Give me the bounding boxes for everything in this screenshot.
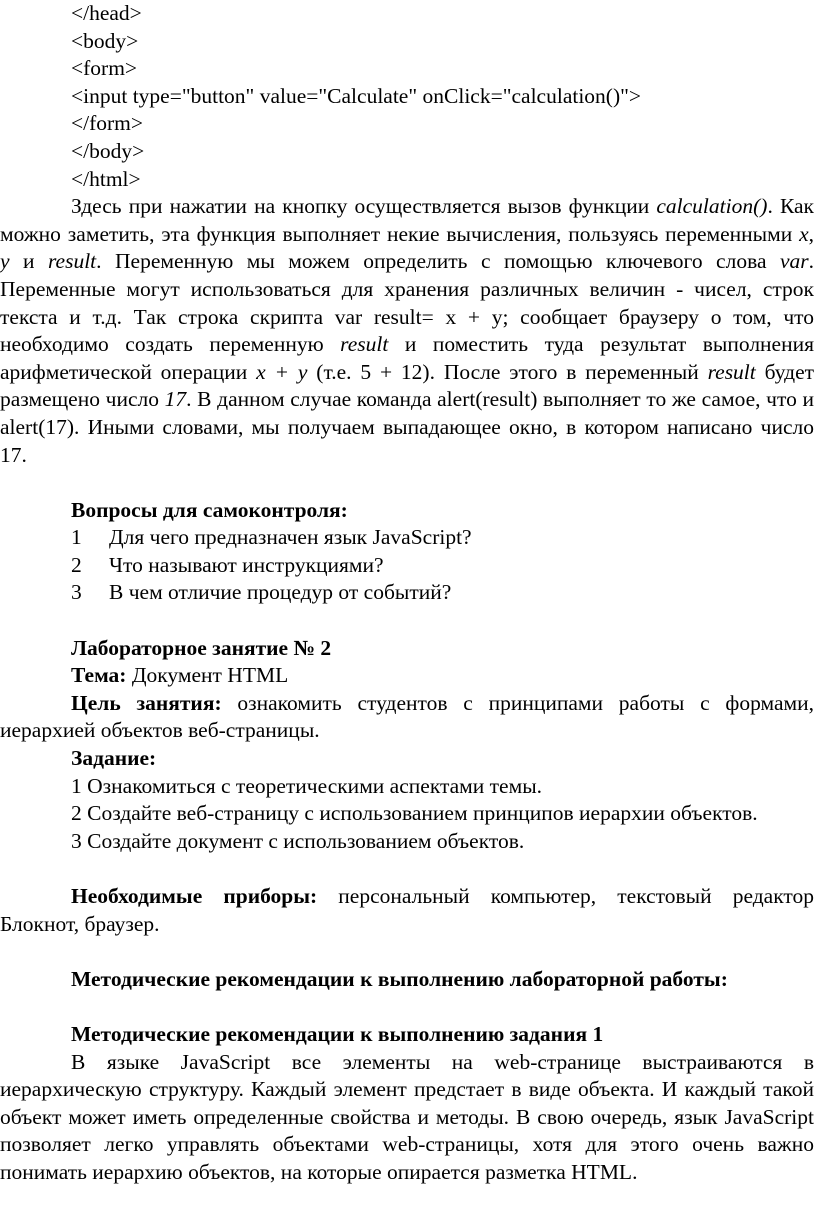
code-line: </html> [71, 166, 141, 191]
task-item: 1 Ознакомиться с теоретическими аспектами темы. [71, 773, 543, 798]
task-heading: Задание: [71, 746, 157, 771]
task1-heading: Методические рекомендации к выполнению задания 1 [71, 1021, 604, 1046]
questions-heading: Вопросы для самоконтроля: [71, 497, 348, 522]
lab-topic: Тема: Документ HTML [71, 663, 289, 688]
lab-goal: Цель занятия: ознакомить студентов с принципами работы с формами, иерархией объектов веб-страницы. [0, 690, 814, 743]
question-item: 1 Для чего предназначен язык JavaScript? [71, 525, 472, 550]
code-line: <input type="button" value="Calculate" onClick="calculation()"> [71, 83, 642, 108]
equipment-paragraph: Необходимые приборы: персональный компьютер, текстовый редактор Блокнот, браузер. [0, 884, 814, 936]
explanation-paragraph: Здесь при нажатии на кнопку осуществляется вызов функции calculation(). Как можно заметить, эта функция выполняет некие вычисления, пользуясь переменными x, y и result. Переменную мы можем определить с помощью ключевого слова var. Переменные могут использоваться для хранения различных величин - чисел, строк текста и т.д. Так строка скрипта var result= x + y; сообщает браузеру о том, что необходимо создать переменную result и поместить туда результат выполнения арифметической операции x + y (т.е. 5 + 12). После этого в переменный result будет размещено число 17. В данном случае команда alert(result) выполняет то же самое, что и alert(17). Иными словами, мы получаем выпадающее окно, в котором написано число 17. [0, 194, 815, 467]
code-line: </form> [71, 111, 144, 136]
methods-heading: Методические рекомендации к выполнению лабораторной работы: [71, 966, 728, 991]
code-line: <form> [71, 56, 138, 81]
code-line: <body> [71, 28, 139, 53]
code-line: </body> [71, 138, 145, 163]
code-block [0, 0, 816, 193]
task-item: 3 Создайте документ с использованием объектов. [71, 828, 525, 853]
question-item: 2 Что называют инструкциями? [71, 552, 384, 577]
lab-title: Лабораторное занятие № 2 [71, 635, 332, 660]
code-line: </head> [71, 1, 142, 25]
question-item: 3 В чем отличие процедур от событий? [71, 580, 452, 605]
task-item: 2 Создайте веб-страницу с использованием принципов иерархии объектов. [71, 801, 758, 826]
task1-paragraph: В языке JavaScript все элементы на web-странице выстраиваются в иерархическую структуру. Каждый элемент предстает в виде объекта. И каждый такой объект может иметь определенные свойства и методы. В свою очередь, язык JavaScript позволяет легко управлять объектами web-страницы, хотя для этого очень важно понимать иерархию объектов, на которые опирается разметка HTML. [0, 1049, 814, 1184]
